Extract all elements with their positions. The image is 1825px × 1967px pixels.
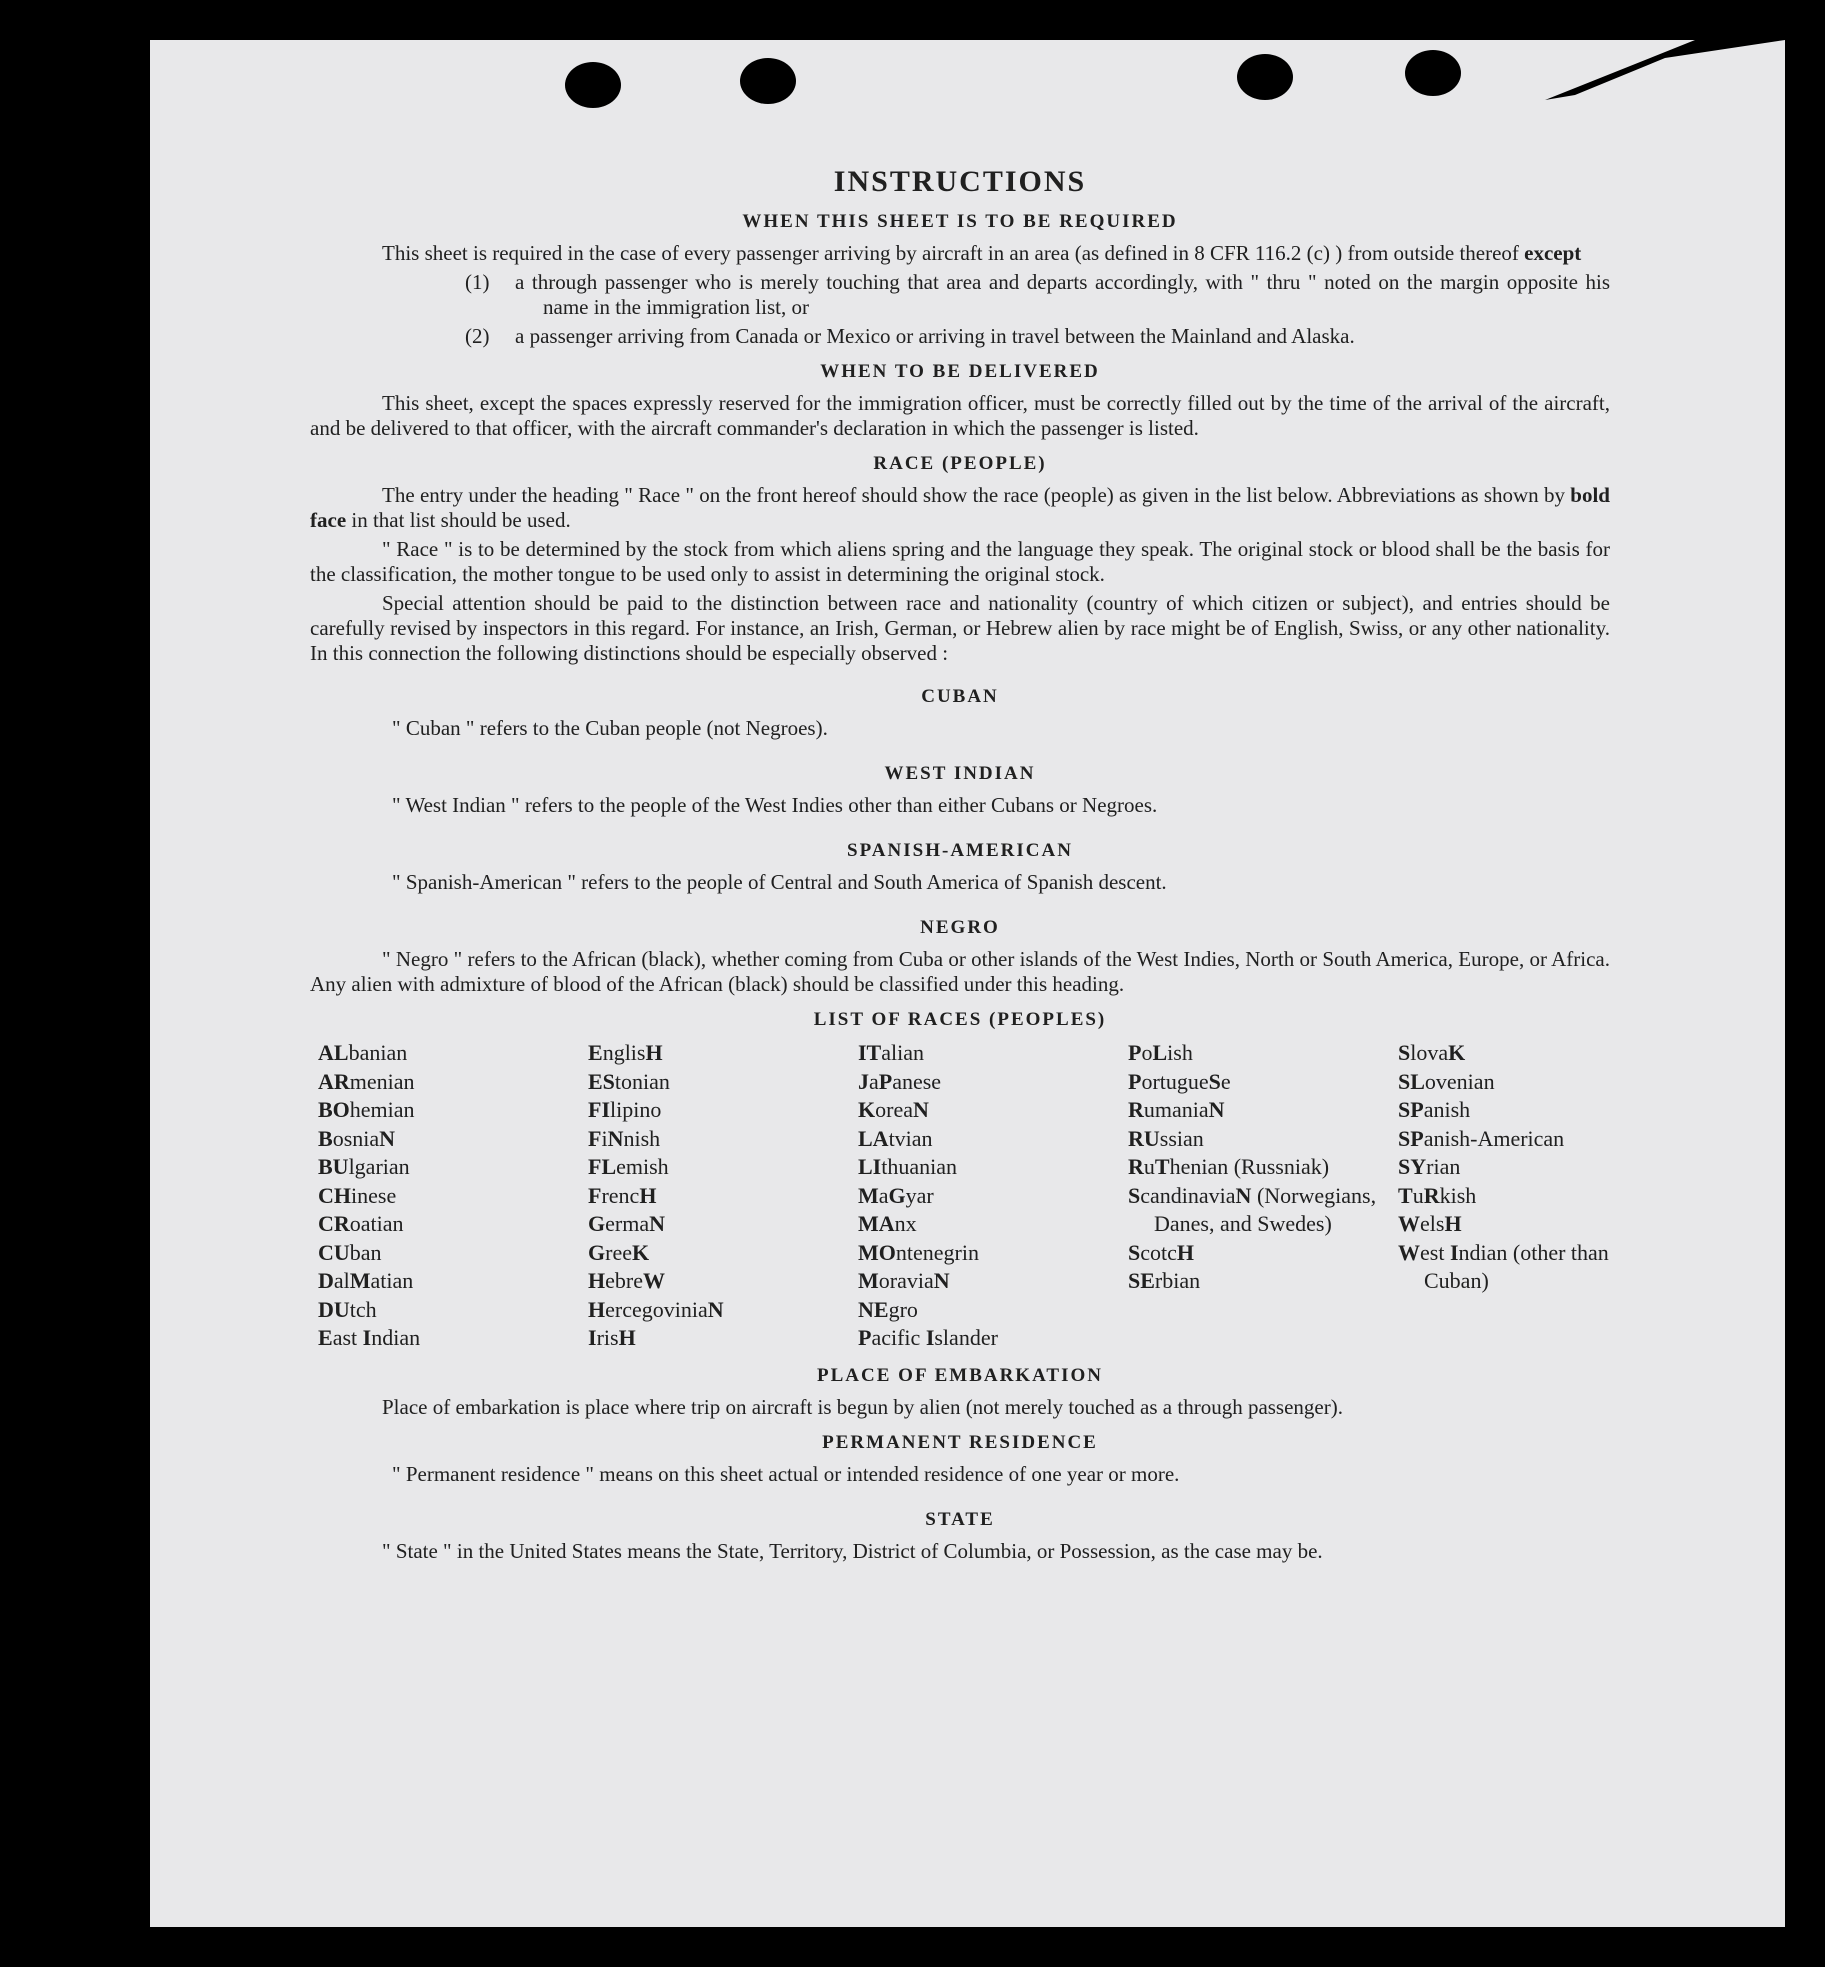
race-text: anese xyxy=(892,1068,942,1094)
race-text: nish xyxy=(623,1125,661,1151)
race-item xyxy=(1398,1182,1628,1211)
race-abbrev: N xyxy=(1208,1097,1225,1122)
race-item xyxy=(1398,1039,1628,1068)
race-abbrev: MA xyxy=(858,1211,895,1236)
race-text: oatian xyxy=(349,1211,404,1236)
race-abbrev: SY xyxy=(1398,1154,1427,1179)
intro-except: except xyxy=(1524,241,1582,265)
race-abbrev: I xyxy=(362,1325,372,1350)
race-item xyxy=(588,1296,858,1325)
race-text: banian xyxy=(348,1040,408,1065)
race-item xyxy=(1128,1239,1398,1268)
race-abbrev: P xyxy=(1128,1068,1142,1094)
race-item xyxy=(1398,1068,1628,1097)
race-item xyxy=(858,1324,1128,1353)
race-item xyxy=(1128,1096,1398,1125)
race-abbrev: LI xyxy=(858,1154,882,1179)
race-abbrev: SE xyxy=(1128,1268,1155,1293)
race-column xyxy=(1128,1039,1398,1353)
race-item xyxy=(318,1296,588,1325)
race-abbrev: G xyxy=(588,1211,606,1236)
race-item xyxy=(1398,1153,1628,1182)
race-text: a xyxy=(869,1068,879,1094)
race-abbrev: N xyxy=(379,1125,396,1151)
race-item xyxy=(318,1182,588,1211)
race-abbrev: R xyxy=(1128,1097,1144,1122)
race-text: ntenegrin xyxy=(895,1239,979,1265)
race-abbrev: N xyxy=(912,1097,929,1122)
west-indian-text: " West Indian " refers to the people of the West Indies other than either Cubans or Negroes. xyxy=(392,793,1158,817)
race-text: (Norwegians, Danes, and Swedes) xyxy=(1154,1182,1377,1236)
race-text: yar xyxy=(905,1182,934,1208)
race-item xyxy=(1128,1267,1398,1296)
race-item xyxy=(1128,1039,1398,1068)
race-abbrev: CR xyxy=(318,1211,350,1236)
race-abbrev: W xyxy=(1398,1239,1420,1265)
race-item xyxy=(858,1296,1128,1325)
race-text: atian xyxy=(370,1268,414,1293)
race-text: nx xyxy=(894,1211,917,1236)
heading-cuban: CUBAN xyxy=(921,686,999,707)
race-item xyxy=(318,1210,588,1239)
race-column xyxy=(588,1039,858,1353)
when-required-intro xyxy=(310,241,1610,266)
race-abbrev: K xyxy=(1448,1040,1466,1065)
race-abbrev: R xyxy=(1423,1182,1440,1208)
race-text: renc xyxy=(601,1182,640,1208)
race-item xyxy=(588,1267,858,1296)
state-text: " State " in the United States means the State, Territory, District of Columbia, or Possession, as the case may be. xyxy=(382,1538,1323,1563)
race-abbrev: F xyxy=(588,1182,602,1208)
race-text: ssian xyxy=(1159,1125,1204,1151)
race-item xyxy=(318,1324,588,1353)
race-abbrev: N xyxy=(707,1296,724,1322)
race-text: osnia xyxy=(332,1125,380,1151)
race-abbrev: E xyxy=(318,1325,333,1350)
race-text: thuanian xyxy=(881,1154,958,1179)
race-text: a xyxy=(878,1182,889,1208)
race-abbrev: I xyxy=(925,1325,935,1350)
race-abbrev: H xyxy=(618,1325,636,1350)
embarkation-text: Place of embarkation is place where trip on aircraft is begun by alien (not merely touched as a through passenger). xyxy=(382,1394,1343,1419)
race-abbrev: T xyxy=(1398,1182,1413,1208)
torn-corner xyxy=(1545,40,1785,100)
race-item xyxy=(1398,1239,1628,1296)
race-abbrev: ES xyxy=(588,1068,615,1094)
residence-text: " Permanent residence " means on this sheet actual or intended residence of one year or more. xyxy=(392,1461,1180,1486)
race-item xyxy=(858,1125,1128,1154)
race-text: umania xyxy=(1143,1097,1209,1122)
exception-item xyxy=(465,270,1610,320)
heading-negro: NEGRO xyxy=(920,917,1000,938)
race-text: ris xyxy=(596,1325,619,1350)
cuban-text: " Cuban " refers to the Cuban people (not Negroes). xyxy=(392,716,828,740)
race-abbrev: H xyxy=(588,1296,606,1322)
instructions-content xyxy=(310,165,1610,1568)
race-text: nglis xyxy=(602,1040,646,1065)
race-text: e xyxy=(1220,1068,1231,1094)
race-text: rian xyxy=(1426,1154,1461,1179)
race-abbrev: H xyxy=(639,1182,657,1208)
race-abbrev: G xyxy=(888,1182,906,1208)
race-text: emish xyxy=(616,1154,669,1179)
race-text: inese xyxy=(351,1182,397,1208)
heading-spanish-american: SPANISH-AMERICAN xyxy=(847,840,1073,861)
race-text: alian xyxy=(881,1040,925,1065)
race-text: acific xyxy=(871,1325,926,1350)
race-abbrev: F xyxy=(588,1125,602,1151)
race-item xyxy=(588,1039,858,1068)
race-item xyxy=(858,1267,1128,1296)
race-abbrev: M xyxy=(349,1268,371,1293)
race-item xyxy=(588,1096,858,1125)
race-abbrev: MO xyxy=(858,1239,896,1265)
race-text: oravia xyxy=(878,1268,934,1293)
race-text: orea xyxy=(875,1097,913,1122)
race-item xyxy=(318,1068,588,1097)
race-text: ortugue xyxy=(1141,1068,1209,1094)
race-item xyxy=(1128,1153,1398,1182)
heading-permanent-residence: PERMANENT RESIDENCE xyxy=(822,1431,1098,1453)
exception-text: a passenger arriving from Canada or Mexico or arriving in travel between the Mainland and Alaska. xyxy=(515,324,1355,348)
race-item xyxy=(1128,1125,1398,1154)
race-abbrev: I xyxy=(588,1325,597,1350)
heading-race: RACE (PEOPLE) xyxy=(873,453,1047,474)
race-text: o xyxy=(1141,1040,1153,1065)
race-abbrev: RU xyxy=(1128,1125,1160,1151)
race-abbrev: P xyxy=(858,1325,872,1350)
race-abbrev: IT xyxy=(858,1040,882,1065)
race-item xyxy=(588,1182,858,1211)
race-abbrev: N xyxy=(1235,1182,1252,1208)
race-text: els xyxy=(1420,1211,1445,1236)
race-abbrev: NE xyxy=(858,1296,889,1322)
race-item xyxy=(1128,1182,1398,1239)
race-item xyxy=(858,1153,1128,1182)
race-text: cotc xyxy=(1140,1239,1177,1265)
race-item xyxy=(318,1039,588,1068)
race-text: i xyxy=(601,1125,608,1151)
race-text: candinavia xyxy=(1140,1182,1236,1208)
race-abbrev: N xyxy=(649,1211,665,1236)
race-item xyxy=(588,1239,858,1268)
race-abbrev: M xyxy=(858,1182,879,1208)
race-column xyxy=(318,1039,588,1353)
punch-hole xyxy=(1405,50,1461,96)
document-page xyxy=(150,40,1785,1927)
race-text: ree xyxy=(605,1239,632,1265)
race-text: al xyxy=(333,1268,350,1293)
race-text: hemian xyxy=(349,1097,415,1122)
race-text: lipino xyxy=(610,1097,662,1122)
race-abbrev: S xyxy=(1398,1040,1411,1065)
race-text: ovenian xyxy=(1424,1068,1495,1094)
heading-state: STATE xyxy=(925,1508,995,1530)
race-column xyxy=(1398,1039,1628,1353)
race-item xyxy=(588,1210,858,1239)
race-item xyxy=(1398,1096,1628,1125)
race-text: ndian (other than Cuban) xyxy=(1424,1239,1609,1293)
page-title: INSTRUCTIONS xyxy=(833,165,1087,198)
race-item xyxy=(588,1153,858,1182)
race-item xyxy=(1398,1210,1628,1239)
race-text: anish xyxy=(1423,1097,1471,1122)
race-item xyxy=(588,1324,858,1353)
heading-west-indian: WEST INDIAN xyxy=(884,763,1036,784)
race-text: henian (Russniak) xyxy=(1169,1154,1330,1179)
race-abbrev: H xyxy=(1176,1239,1195,1265)
race-abbrev: BO xyxy=(318,1097,350,1122)
race-text: kish xyxy=(1439,1182,1477,1208)
race-abbrev: B xyxy=(318,1125,333,1151)
race-p1-before: The entry under the heading " Race " on the front hereof should show the race (people) as given in the list below. Abbreviations as shown by xyxy=(382,483,1565,507)
race-abbrev: G xyxy=(588,1239,606,1265)
race-item xyxy=(858,1039,1128,1068)
race-abbrev: R xyxy=(1128,1154,1144,1179)
races-list xyxy=(318,1039,1610,1353)
race-abbrev: S xyxy=(1208,1068,1221,1094)
race-p1-after: in that list should be used. xyxy=(351,508,571,532)
exception-number: (1) xyxy=(465,270,490,294)
race-abbrev: K xyxy=(858,1097,876,1122)
race-text: ast xyxy=(332,1325,363,1350)
race-abbrev: J xyxy=(858,1068,869,1094)
race-abbrev: W xyxy=(1398,1211,1420,1236)
race-abbrev: H xyxy=(645,1040,663,1065)
race-abbrev: BU xyxy=(318,1154,349,1179)
race-p1-bold: bold face xyxy=(310,483,1610,532)
race-text: u xyxy=(1412,1182,1424,1208)
race-abbrev: S xyxy=(1128,1182,1141,1208)
race-abbrev: N xyxy=(607,1125,624,1151)
punch-hole xyxy=(565,62,621,108)
race-abbrev: S xyxy=(1128,1239,1141,1265)
race-item xyxy=(318,1125,588,1154)
spanish-american-text: " Spanish-American " refers to the people of Central and South America of Spanish descent. xyxy=(392,870,1167,894)
race-item xyxy=(318,1153,588,1182)
race-abbrev: H xyxy=(1444,1211,1462,1236)
race-text: slander xyxy=(934,1325,998,1350)
exception-text: a through passenger who is merely touching that area and departs accordingly, with " thru " noted on the margin opposite his name in the immigration list, or xyxy=(515,270,1610,319)
race-abbrev: D xyxy=(318,1268,334,1293)
heading-list-of-races: LIST OF RACES (PEOPLES) xyxy=(813,1009,1107,1030)
race-text: ban xyxy=(349,1239,382,1265)
race-abbrev: AR xyxy=(318,1068,350,1094)
race-text: anish-American xyxy=(1423,1125,1565,1151)
race-abbrev: L xyxy=(1152,1040,1168,1065)
race-abbrev: DU xyxy=(318,1296,350,1322)
race-item xyxy=(858,1239,1128,1268)
race-text: u xyxy=(1143,1154,1155,1179)
exception-item xyxy=(465,324,1610,349)
race-text: erma xyxy=(605,1211,650,1236)
race-item xyxy=(318,1267,588,1296)
race-abbrev: K xyxy=(631,1239,650,1265)
race-abbrev: P xyxy=(1128,1040,1142,1065)
race-abbrev: SP xyxy=(1398,1097,1424,1122)
race-item xyxy=(318,1239,588,1268)
when-delivered-text: This sheet, except the spaces expressly reserved for the immigration officer, must be correctly filled out by the time of the arrival of the aircraft, and be delivered to that officer, with the aircraft commander's declaration in which the passenger is listed. xyxy=(310,391,1610,440)
race-abbrev: AL xyxy=(318,1040,349,1065)
race-abbrev: E xyxy=(588,1040,603,1065)
race-text: est xyxy=(1420,1239,1450,1265)
race-text: tch xyxy=(349,1296,377,1322)
race-text: ndian xyxy=(371,1325,421,1350)
race-text: tvian xyxy=(888,1125,933,1151)
race-abbrev: SP xyxy=(1398,1125,1424,1151)
race-item xyxy=(858,1068,1128,1097)
race-item xyxy=(858,1096,1128,1125)
race-column xyxy=(858,1039,1128,1353)
exception-number: (2) xyxy=(465,324,490,348)
race-abbrev: H xyxy=(588,1268,606,1293)
race-abbrev: LA xyxy=(858,1125,889,1151)
race-item xyxy=(858,1210,1128,1239)
heading-when-required: WHEN THIS SHEET IS TO BE REQUIRED xyxy=(742,211,1178,232)
race-abbrev: T xyxy=(1154,1154,1170,1179)
race-abbrev: FI xyxy=(588,1097,610,1122)
race-paragraph-2: " Race " is to be determined by the stock from which aliens spring and the language they speak. The original stock or blood shall be the basis for the classification, the mother tongue to be used only to assist in determining the original stock. xyxy=(310,537,1610,586)
punch-hole xyxy=(1237,54,1293,100)
race-item xyxy=(1398,1125,1628,1154)
race-item xyxy=(588,1068,858,1097)
race-abbrev: CU xyxy=(318,1239,350,1265)
race-item xyxy=(318,1096,588,1125)
race-item xyxy=(588,1125,858,1154)
race-text: ercegovinia xyxy=(605,1296,708,1322)
race-text: lgarian xyxy=(348,1154,410,1179)
race-paragraph-3: Special attention should be paid to the distinction between race and nationality (country of which citizen or subject), and entries should be carefully revised by inspectors in this regard. For instance, an Irish, German, or Hebrew alien by race might be of English, Swiss, or any other nationality. In this connection the following distinctions should be especially observed : xyxy=(310,591,1610,665)
race-text: gro xyxy=(888,1296,918,1322)
race-text: tonian xyxy=(614,1068,670,1094)
race-text: menian xyxy=(349,1068,415,1094)
race-abbrev: M xyxy=(858,1268,879,1293)
race-text: ish xyxy=(1167,1040,1193,1065)
race-text: lova xyxy=(1410,1040,1449,1065)
race-abbrev: SL xyxy=(1398,1068,1425,1094)
race-item xyxy=(858,1182,1128,1211)
race-abbrev: N xyxy=(933,1268,950,1293)
race-text: ebre xyxy=(605,1268,643,1293)
negro-text: " Negro " refers to the African (black), whether coming from Cuba or other islands of the West Indies, North or South America, Europe, or Africa. Any alien with admixture of blood of the African (black) should be classified under this heading. xyxy=(310,947,1610,996)
heading-embarkation: PLACE OF EMBARKATION xyxy=(817,1364,1103,1386)
race-abbrev: CH xyxy=(318,1182,351,1208)
race-abbrev: I xyxy=(1449,1239,1459,1265)
race-abbrev: W xyxy=(642,1268,665,1293)
race-text: rbian xyxy=(1154,1268,1201,1293)
intro-text: This sheet is required in the case of every passenger arriving by aircraft in an area (as defined in 8 CFR 116.2 (c) ) from outside thereof xyxy=(382,241,1519,265)
race-abbrev: P xyxy=(878,1068,893,1094)
race-item xyxy=(1128,1068,1398,1097)
race-abbrev: FL xyxy=(588,1154,617,1179)
race-paragraph-1 xyxy=(310,483,1610,533)
heading-when-delivered: WHEN TO BE DELIVERED xyxy=(820,361,1100,382)
punch-hole xyxy=(740,58,796,104)
